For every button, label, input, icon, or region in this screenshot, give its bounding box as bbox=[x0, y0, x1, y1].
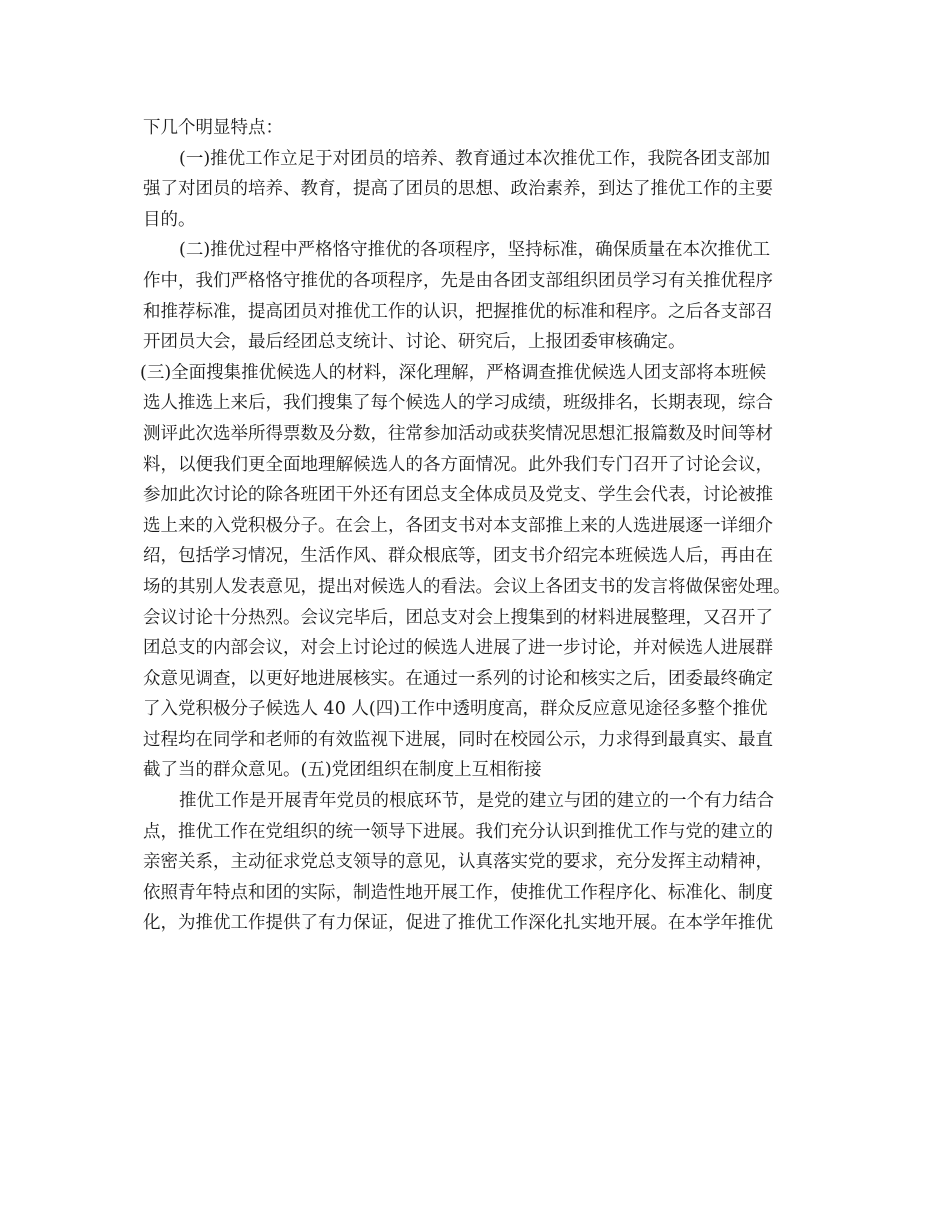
text-line: 绍，包括学习情况，生活作风、群众根底等，团支书介绍完本班候选人后，再由在 bbox=[143, 546, 773, 567]
text-line: 截了当的群众意见。(五)党团组织在制度上互相衔接 bbox=[143, 760, 542, 781]
text-line: 团总支的内部会议，对会上讨论过的候选人进展了进一步讨论，并对候选人进展群 bbox=[143, 638, 773, 659]
text-line: 推优工作是开展青年党员的根底环节，是党的建立与团的建立的一个有力结合 bbox=[179, 791, 774, 812]
text-line: 了入党积极分子候选人 40 人(四)工作中透明度高，群众反应意见途径多整个推优 bbox=[143, 699, 768, 720]
text-line: 开团员大会，最后经团总支统计、讨论、研究后，上报团委审核确定。 bbox=[143, 332, 686, 353]
text-line: 依照青年特点和团的实际，制造性地开展工作，使推优工作程序化、标准化、制度 bbox=[143, 882, 773, 903]
text-line: 众意见调查，以更好地进展核实。在通过一系列的讨论和核实之后，团委最终确定 bbox=[143, 668, 773, 689]
text-line: 料，以便我们更全面地理解候选人的各方面情况。此外我们专门召开了讨论会议， bbox=[143, 454, 773, 475]
text-line: 和推荐标准，提高团员对推优工作的认识，把握推优的标准和程序。之后各支部召 bbox=[143, 301, 773, 322]
text-line: 选上来的入党积极分子。在会上，各团支书对本支部推上来的人选进展逐一详细介 bbox=[143, 515, 773, 536]
text-line: 会议讨论十分热烈。会议完毕后，团总支对会上搜集到的材料进展整理，又召开了 bbox=[143, 607, 773, 628]
text-line: (一)推优工作立足于对团员的培养、教育通过本次推优工作，我院各团支部加 bbox=[179, 148, 771, 169]
text-line: 选人推选上来后，我们搜集了每个候选人的学习成绩，班级排名，长期表现，综合 bbox=[143, 393, 773, 414]
text-line: 下几个明显特点： bbox=[143, 118, 283, 138]
text-line: 目的。 bbox=[143, 209, 196, 230]
text-line: 测评此次选举所得票数及分数，往常参加活动或获奖情况思想汇报篇数及时间等材 bbox=[143, 423, 773, 444]
text-line: 过程均在同学和老师的有效监视下进展，同时在校园公示，力求得到最真实、最直 bbox=[143, 729, 773, 750]
text-line: 亲密关系，主动征求党总支领导的意见，认真落实党的要求，充分发挥主动精神， bbox=[143, 852, 773, 873]
document-body bbox=[140, 113, 843, 939]
text-line: 作中，我们严格恪守推优的各项程序，先是由各团支部组织团员学习有关推优程序 bbox=[143, 270, 773, 291]
text-line: (三)全面搜集推优候选人的材料，深化理解，严格调查推优候选人团支部将本班候 bbox=[140, 362, 767, 383]
text-line: (二)推优过程中严格恪守推优的各项程序，坚持标准，确保质量在本次推优工 bbox=[179, 240, 771, 261]
text-line: 化，为推优工作提供了有力保证，促进了推优工作深化扎实地开展。在本学年推优 bbox=[143, 913, 773, 934]
text-line: 场的其别人发表意见，提出对候选人的看法。会议上各团支书的发言将做保密处理。 bbox=[143, 576, 791, 597]
text-line: 强了对团员的培养、教育，提高了团员的思想、政治素养，到达了推优工作的主要 bbox=[143, 179, 773, 200]
text-line: 参加此次讨论的除各班团干外还有团总支全体成员及党支、学生会代表，讨论被推 bbox=[143, 485, 773, 506]
text-line: 点，推优工作在党组织的统一领导下进展。我们充分认识到推优工作与党的建立的 bbox=[143, 821, 773, 842]
